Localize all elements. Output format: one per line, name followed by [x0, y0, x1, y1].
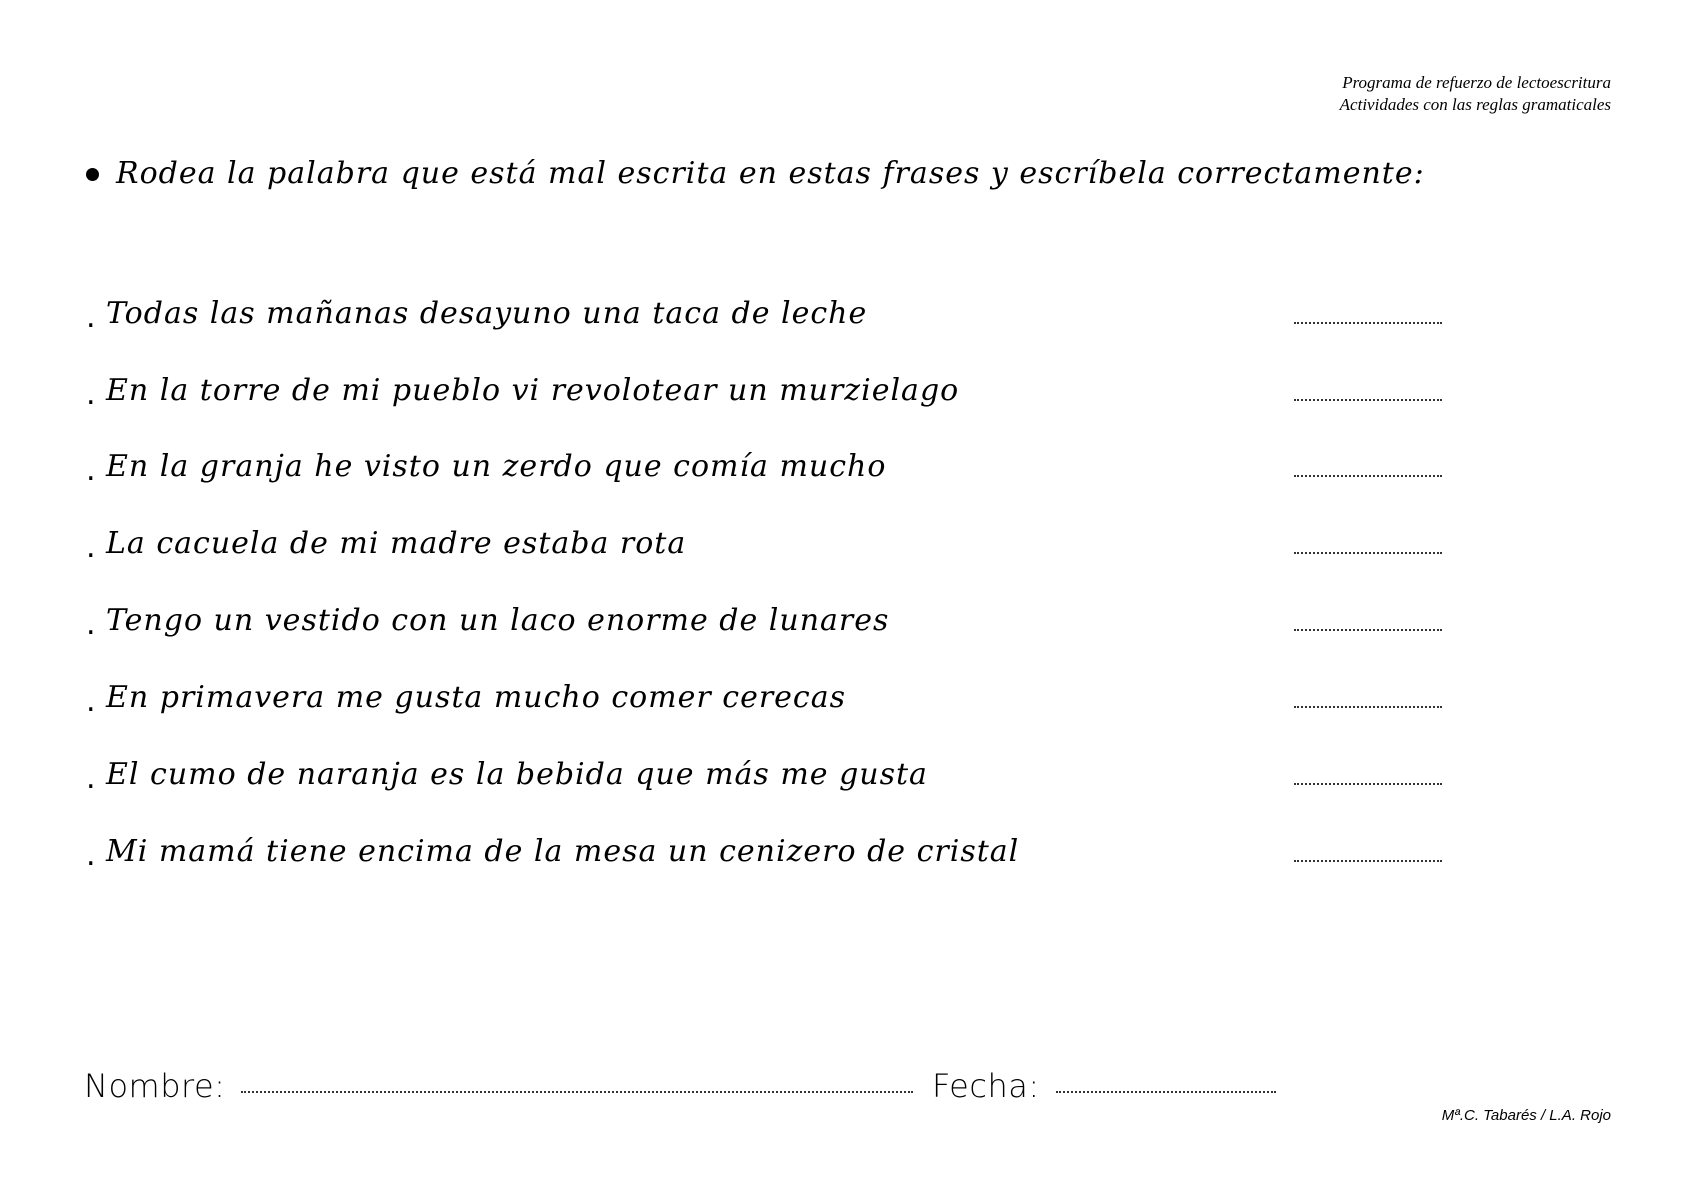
name-input-line[interactable] — [241, 1081, 913, 1093]
sentence-bullet: . — [86, 761, 96, 796]
sentence-row — [86, 296, 1456, 336]
sentence-bullet: . — [86, 684, 96, 719]
answer-line[interactable] — [1294, 536, 1442, 554]
sentence-bullet: . — [86, 530, 96, 565]
sentence-bullet: . — [86, 377, 96, 412]
date-label: Fecha: — [932, 1067, 1040, 1105]
answer-line[interactable] — [1294, 613, 1442, 631]
header-program-title: Programa de refuerzo de lectoescritura — [1342, 73, 1611, 92]
sentence-row — [86, 526, 1456, 566]
sentence-row — [86, 603, 1456, 643]
sentence-text: En primavera me gusta mucho comer cerecas — [106, 680, 846, 715]
answer-line[interactable] — [1294, 459, 1442, 477]
answer-line[interactable] — [1294, 306, 1442, 324]
author-credit: Mª.C. Tabarés / L.A. Rojo — [1441, 1107, 1611, 1124]
sentence-row — [86, 757, 1456, 797]
header-activity-title: Actividades con las reglas gramaticales — [1339, 95, 1611, 114]
sentence-text: La cacuela de mi madre estaba rota — [106, 526, 687, 561]
date-input-line[interactable] — [1056, 1081, 1276, 1093]
sentence-text: En la granja he visto un zerdo que comía mucho — [106, 449, 887, 484]
page-header — [1340, 72, 1611, 116]
bullet-icon — [86, 168, 99, 181]
sentence-text: Todas las mañanas desayuno una taca de leche — [106, 296, 868, 331]
instruction — [86, 156, 1425, 191]
sentence-text: El cumo de naranja es la bebida que más me gusta — [106, 757, 928, 792]
sentence-row — [86, 449, 1456, 489]
answer-line[interactable] — [1294, 767, 1442, 785]
answer-line[interactable] — [1294, 844, 1442, 862]
sentence-bullet: . — [86, 838, 96, 873]
instruction-text: Rodea la palabra que está mal escrita en estas frases y escríbela correctamente: — [116, 156, 1425, 191]
name-field — [84, 1067, 913, 1105]
sentence-row — [86, 680, 1456, 720]
sentence-row — [86, 373, 1456, 413]
sentence-text: Mi mamá tiene encima de la mesa un cenizero de cristal — [106, 834, 1020, 869]
sentence-bullet: . — [86, 300, 96, 335]
sentence-text: En la torre de mi pueblo vi revolotear un murzielago — [106, 373, 960, 408]
sentence-bullet: . — [86, 453, 96, 488]
name-label: Nombre: — [84, 1067, 226, 1105]
sentence-row — [86, 834, 1456, 874]
sentence-bullet: . — [86, 607, 96, 642]
date-field — [932, 1067, 1276, 1105]
answer-line[interactable] — [1294, 690, 1442, 708]
answer-line[interactable] — [1294, 383, 1442, 401]
sentence-text: Tengo un vestido con un laco enorme de lunares — [106, 603, 890, 638]
